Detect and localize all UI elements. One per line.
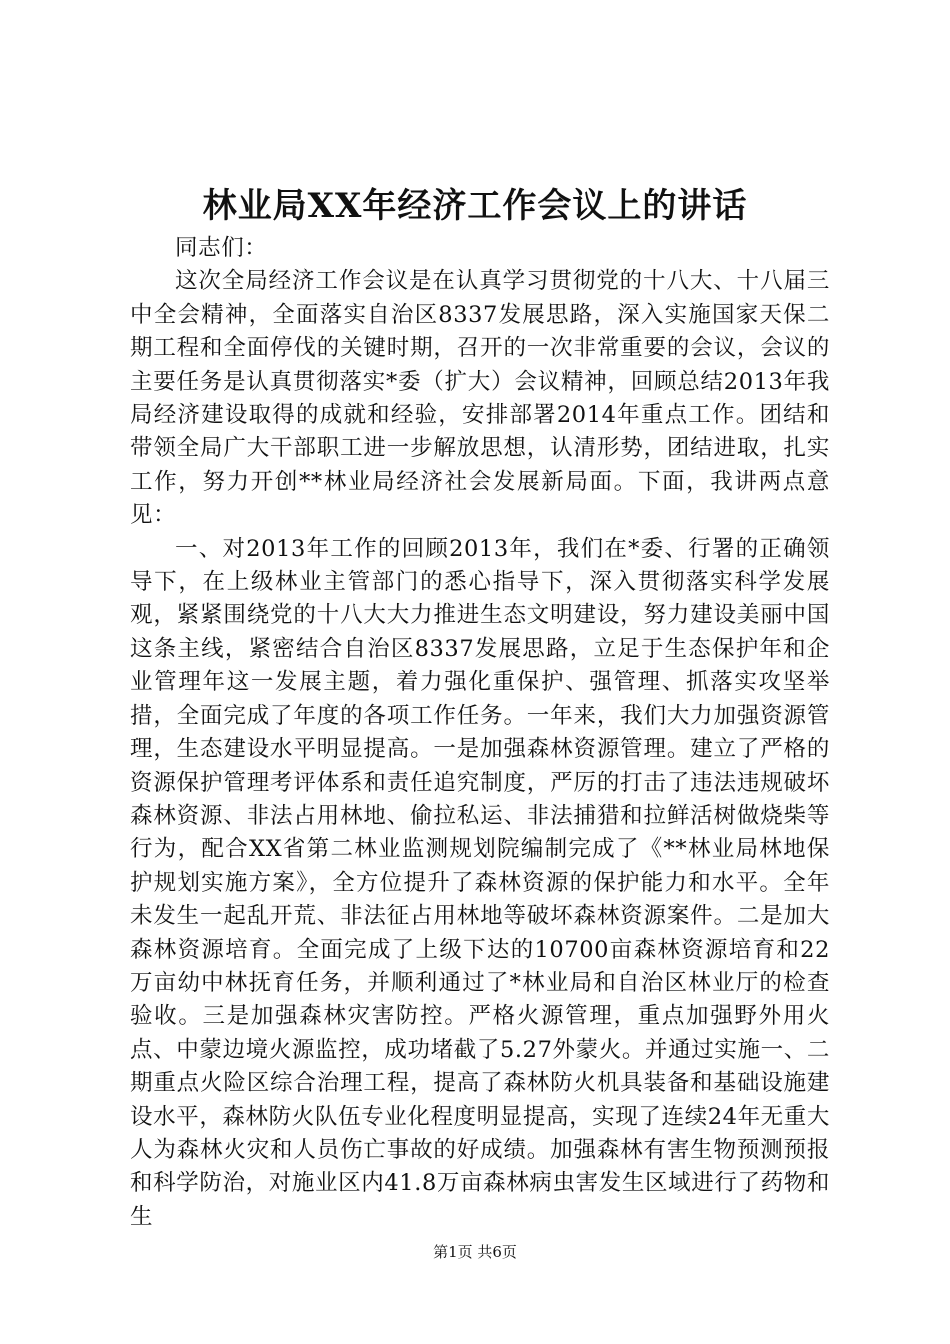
page-number-footer: 第1页 共6页 (433, 1243, 517, 1261)
document-body (130, 232, 830, 1234)
review-paragraph: 一、对2013年工作的回顾2013年，我们在*委、行署的正确领导下，在上级林业主管部门的悉心指导下，深入贯彻落实科学发展观，紧紧围绕党的十八大大力推进生态文明建设，努力建设美丽中国这条主线，紧密结合自治区8337发展思路，立足于生态保护年和企业管理年这一发展主题，着力强化重保护、强管理、抓落实攻坚举措，全面完成了年度的各项工作任务。一年来，我们大力加强资源管理，生态建设水平明显提高。一是加强森林资源管理。建立了严格的资源保护管理考评体系和责任追究制度，严厉的打击了违法违规破坏森林资源、非法占用林地、偷拉私运、非法捕猎和拉鲜活树做烧柴等行为，配合XX省第二林业监测规划院编制完成了《**林业局林地保护规划实施方案》，全方位提升了森林资源的保护能力和水平。全年未发生一起乱开荒、非法征占用林地等破坏森林资源案件。二是加大森林资源培育。全面完成了上级下达的10700亩森林资源培育和22万亩幼中林抚育任务，并顺利通过了*林业局和自治区林业厅的检查验收。三是加强森林灾害防控。严格火源管理，重点加强野外用火点、中蒙边境火源监控，成功堵截了5.27外蒙火。并通过实施一、二期重点火险区综合治理工程，提高了森林防火机具装备和基础设施建设水平，森林防火队伍专业化程度明显提高，实现了连续24年无重大人为森林火灾和人员伤亡事故的好成绩。加强森林有害生物预测预报和科学防治，对施业区内41.8万亩森林病虫害发生区域进行了药物和生 (130, 535, 830, 1230)
salutation-paragraph: 同志们： (175, 235, 268, 261)
intro-paragraph: 这次全局经济工作会议是在认真学习贯彻党的十八大、十八届三中全会精神，全面落实自治区8337发展思路，深入实施国家天保二期工程和全面停伐的关键时期，召开的一次非常重要的会议，会议的主要任务是认真贯彻落实*委（扩大）会议精神，回顾总结2013年我局经济建设取得的成就和经验，安排部署2014年重点工作。团结和带领全局广大干部职工进一步解放思想，认清形势，团结进取，扎实工作，努力开创**林业局经济社会发展新局面。下面，我讲两点意见： (130, 268, 830, 529)
document-title: 林业局XX年经济工作会议上的讲话 (202, 186, 748, 226)
